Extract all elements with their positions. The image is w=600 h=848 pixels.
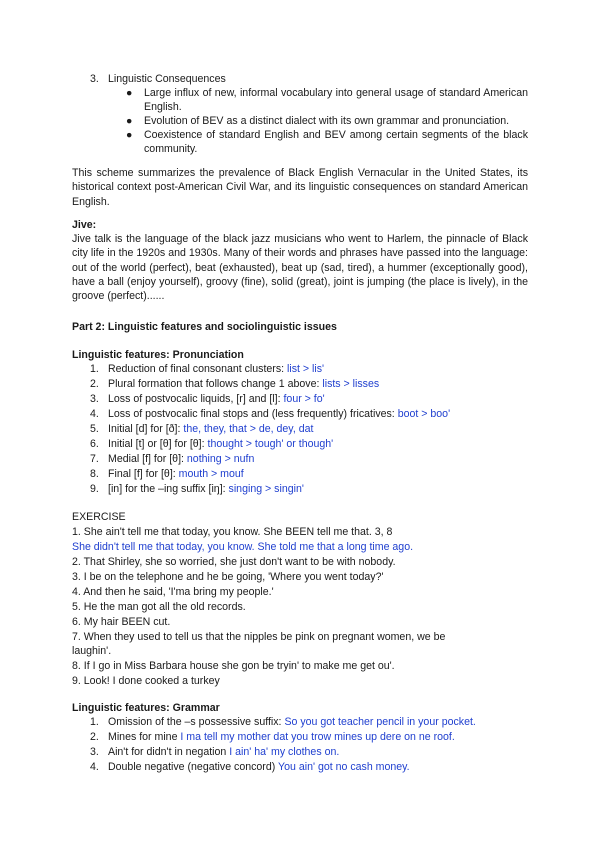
bullet-text: Coexistence of standard English and BEV among certain segments of the black community. bbox=[144, 129, 528, 156]
bullet-icon: ● bbox=[126, 115, 133, 127]
item-text bbox=[108, 407, 450, 421]
exercise-line-7-continued: laughin'. bbox=[72, 645, 112, 657]
item-text bbox=[108, 482, 304, 496]
item-number: 3. bbox=[90, 393, 99, 405]
item-number: 2. bbox=[90, 731, 99, 743]
item-description: Loss of postvocalic liquids, [r] and [l]: bbox=[108, 393, 284, 405]
item-description: Loss of postvocalic final stops and (less frequently) fricatives: bbox=[108, 408, 398, 420]
item-text bbox=[108, 392, 325, 406]
item-description: Medial [f] for [θ]: bbox=[108, 453, 187, 465]
item-description: Plural formation that follows change 1 above: bbox=[108, 378, 323, 390]
item-text bbox=[108, 745, 339, 759]
item-description: Ain't for didn't in negation bbox=[108, 746, 230, 758]
item-example: I ma tell my mother dat you trow mines up dere on ne roof. bbox=[180, 731, 455, 743]
item-description: Mines for mine bbox=[108, 731, 181, 743]
bullet-text: Evolution of BEV as a distinct dialect with its own grammar and pronunciation. bbox=[144, 115, 510, 127]
item-number: 3. bbox=[90, 746, 99, 758]
item-example: thought > tough' or though' bbox=[207, 438, 334, 450]
section3-title: Linguistic Consequences bbox=[108, 73, 226, 85]
item-example: So you got teacher pencil in your pocket. bbox=[284, 716, 476, 728]
item-example: the, they, that > de, dey, dat bbox=[183, 423, 314, 435]
exercise-line-9: 9. Look! I done cooked a turkey bbox=[72, 675, 220, 687]
item-text bbox=[108, 760, 410, 774]
item-number: 4. bbox=[90, 408, 99, 420]
jive-heading: Jive: bbox=[72, 219, 97, 231]
item-number: 4. bbox=[90, 761, 99, 773]
pronunciation-heading: Linguistic features: Pronunciation bbox=[72, 349, 244, 361]
bullet-text: Large influx of new, informal vocabulary into general usage of standard American English. bbox=[144, 87, 528, 114]
item-text bbox=[108, 422, 313, 436]
item-description: Initial [d] for [ð]: bbox=[108, 423, 184, 435]
exercise-heading: EXERCISE bbox=[72, 511, 126, 523]
exercise-line-5: 5. He the man got all the old records. bbox=[72, 601, 246, 613]
exercise-line-4: 4. And then he said, 'I'ma bring my people.' bbox=[72, 586, 274, 598]
grammar-heading: Linguistic features: Grammar bbox=[72, 702, 220, 714]
jive-paragraph: Jive talk is the language of the black jazz musicians who went to Harlem, the pinnacle of Black city life in the 1920s and 1930s. Many of their words and phrases have passed into the language: out of the world (perfect), beat (exhausted), beat up (sad, tired), a hummer (exceptionally good), have a ball (enjoy yourself), groovy (fine), solid (great), joint is jumping (the place is lively), in the groove (perfect)...... bbox=[72, 233, 528, 303]
item-description: Double negative (negative concord) bbox=[108, 761, 279, 773]
bullet-icon: ● bbox=[126, 129, 133, 141]
item-number: 2. bbox=[90, 378, 99, 390]
exercise-line-3: 3. I be on the telephone and he be going, 'Where you went today?' bbox=[72, 571, 384, 583]
item-description: Omission of the –s possessive suffix: bbox=[108, 716, 285, 728]
exercise-line-1: 1. She ain't tell me that today, you know. She BEEN tell me that. 3, 8 bbox=[72, 526, 393, 538]
item-number: 8. bbox=[90, 468, 99, 480]
item-example: I ain' ha' my clothes on. bbox=[229, 746, 340, 758]
item-description: Final [f] for [θ]: bbox=[108, 468, 179, 480]
exercise-line-6: 6. My hair BEEN cut. bbox=[72, 616, 171, 628]
exercise-line-2: 2. That Shirley, she so worried, she just don't want to be with nobody. bbox=[72, 556, 396, 568]
item-number: 9. bbox=[90, 483, 99, 495]
item-example: mouth > mouf bbox=[178, 468, 244, 480]
item-number: 1. bbox=[90, 363, 99, 375]
item-description: Reduction of final consonant clusters: bbox=[108, 363, 288, 375]
item-text bbox=[108, 715, 476, 729]
bullet-icon: ● bbox=[126, 87, 133, 99]
item-example: singing > singin' bbox=[228, 483, 304, 495]
item-number: 6. bbox=[90, 438, 99, 450]
item-text bbox=[108, 452, 254, 466]
item-number: 5. bbox=[90, 423, 99, 435]
item-example: four > fo' bbox=[283, 393, 325, 405]
exercise-answer-1: She didn't tell me that today, you know. She told me that a long time ago. bbox=[72, 541, 414, 553]
exercise-line-7: 7. When they used to tell us that the nipples be pink on pregnant women, we be bbox=[72, 631, 446, 643]
item-number: 1. bbox=[90, 716, 99, 728]
item-example: boot > boo' bbox=[397, 408, 451, 420]
item-example: lists > lisses bbox=[322, 378, 380, 390]
section3-number: 3. bbox=[90, 73, 99, 85]
exercise-line-8: 8. If I go in Miss Barbara house she gon be tryin' to make me get ou'. bbox=[72, 660, 395, 672]
item-text bbox=[108, 437, 333, 451]
item-text bbox=[108, 362, 324, 376]
item-description: [in] for the –ing suffix [iŋ]: bbox=[108, 483, 229, 495]
item-description: Initial [t] or [θ] for [θ]: bbox=[108, 438, 208, 450]
part2-heading: Part 2: Linguistic features and sociolinguistic issues bbox=[72, 321, 337, 333]
item-example: list > lis' bbox=[287, 363, 325, 375]
summary-paragraph: This scheme summarizes the prevalence of Black English Vernacular in the United States, its historical context post-American Civil War, and its linguistic consequences on standard American English. bbox=[72, 167, 528, 208]
item-text bbox=[108, 730, 455, 744]
item-number: 7. bbox=[90, 453, 99, 465]
item-example: You ain' got no cash money. bbox=[278, 761, 410, 773]
item-example: nothing > nufn bbox=[186, 453, 255, 465]
item-text bbox=[108, 467, 244, 481]
item-text bbox=[108, 377, 379, 391]
